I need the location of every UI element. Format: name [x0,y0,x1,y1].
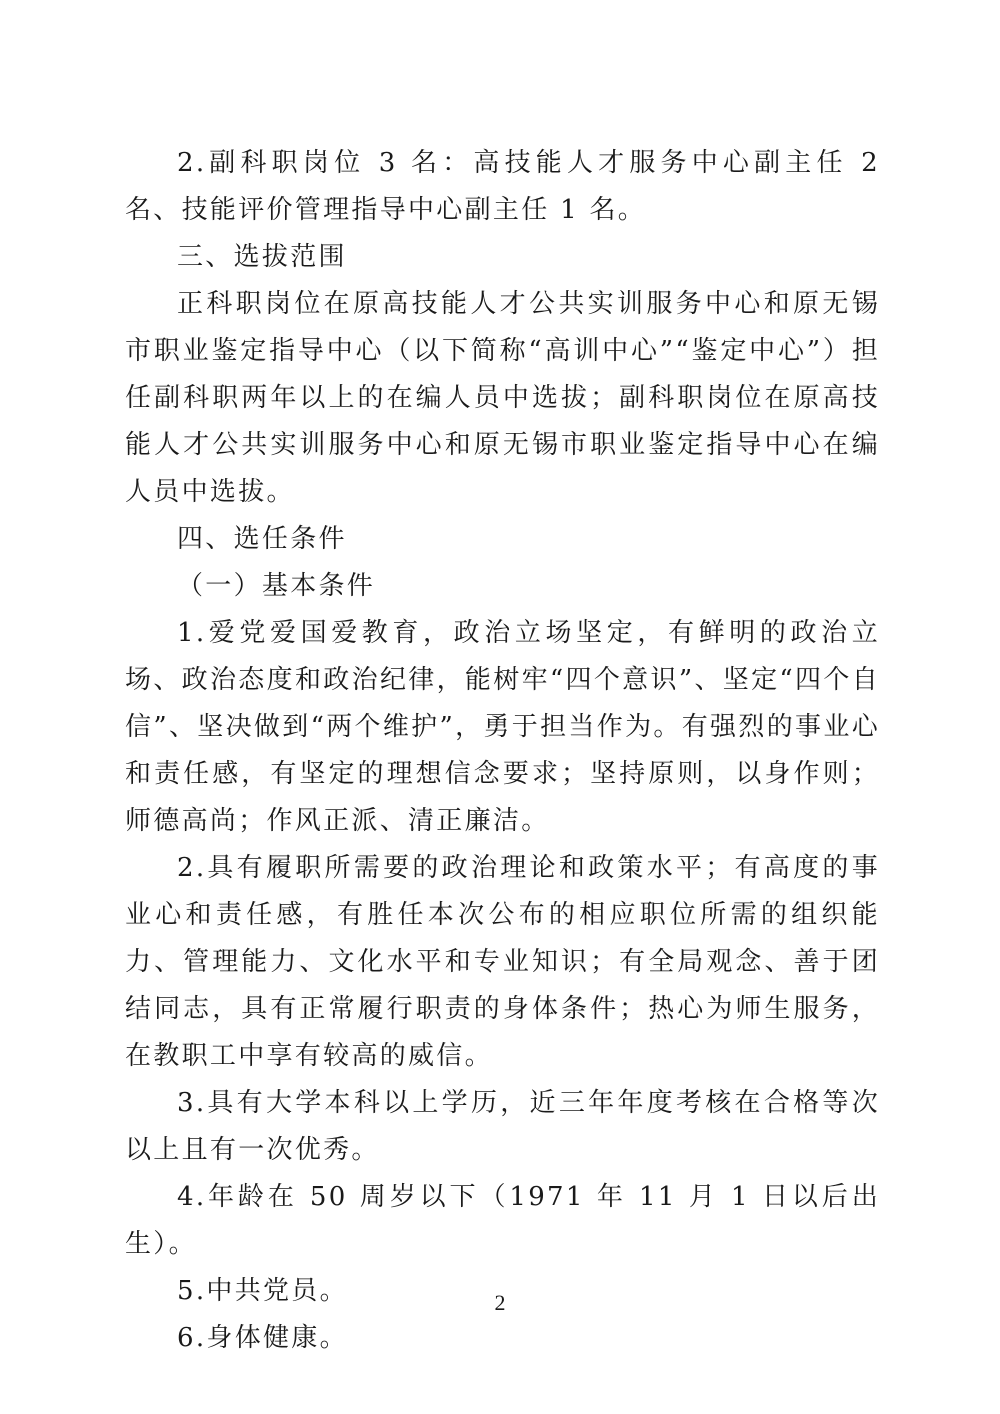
paragraph-condition-1: 1.爱党爱国爱教育，政治立场坚定，有鲜明的政治立场、政治态度和政治纪律，能树牢“四个意识”、坚定“四个自信”、坚决做到“两个维护”，勇于担当作为。有强烈的事业心和责任感，有坚定的理想信念要求；坚持原则，以身作则；师德高尚；作风正派、清正廉洁。 [125,618,880,836]
subheading-basic-conditions: （一）基本条件 [177,571,376,601]
paragraph-condition-3: 3.具有大学本科以上学历，近三年年度考核在合格等次以上且有一次优秀。 [125,1088,880,1165]
paragraph-deputy-section-positions: 2.副科职岗位 3 名：高技能人才服务中心副主任 2 名、技能评价管理指导中心副主任 1 名。 [125,148,880,225]
paragraph-condition-6: 6.身体健康。 [177,1323,348,1353]
document-body [125,140,880,1362]
heading-appointment-conditions: 四、选任条件 [177,524,347,554]
paragraph-condition-2: 2.具有履职所需要的政治理论和政策水平；有高度的事业心和责任感，有胜任本次公布的相应职位所需的组织能力、管理能力、文化水平和专业知识；有全局观念、善于团结同志，具有正常履行职责的身体条件；热心为师生服务，在教职工中享有较高的威信。 [125,853,880,1071]
paragraph-condition-5: 5.中共党员。 [177,1276,348,1306]
page-number: 2 [494,1290,506,1315]
paragraph-selection-scope: 正科职岗位在原高技能人才公共实训服务中心和原无锡市职业鉴定指导中心（以下简称“高训中心”“鉴定中心”）担任副科职两年以上的在编人员中选拔；副科职岗位在原高技能人才公共实训服务中心和原无锡市职业鉴定指导中心在编人员中选拔。 [125,289,880,507]
heading-selection-scope: 三、选拔范围 [177,242,347,272]
paragraph-condition-4: 4.年龄在 50 周岁以下（1971 年 11 月 1 日以后出生）。 [125,1182,880,1259]
